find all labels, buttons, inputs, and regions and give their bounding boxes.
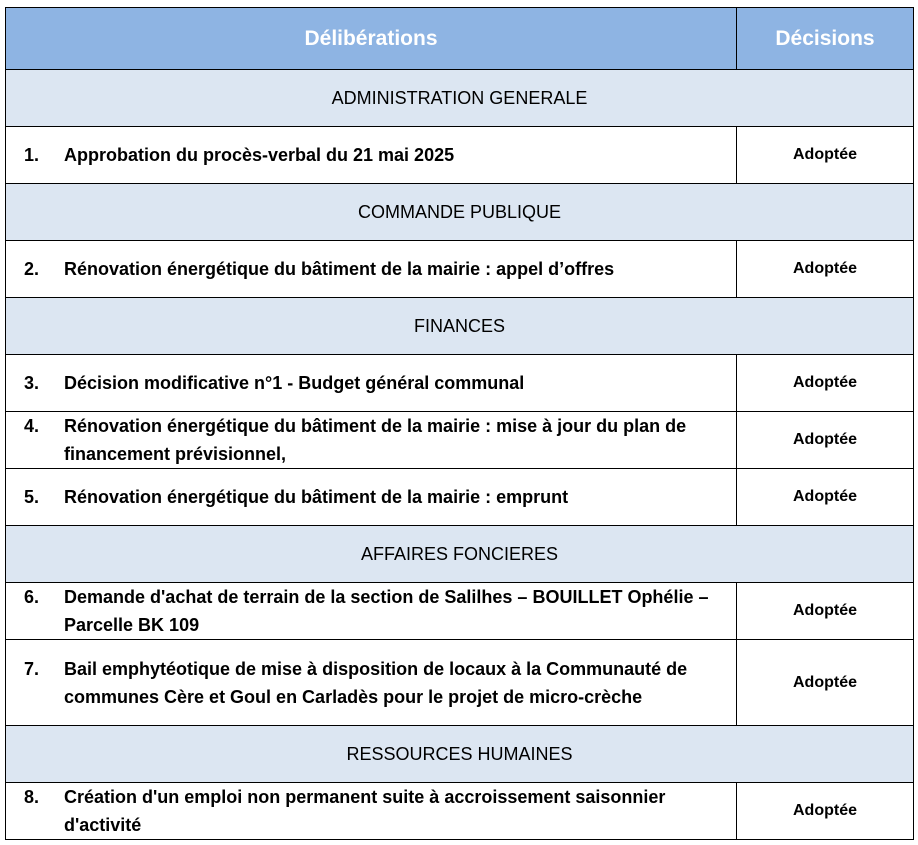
header-deliberations: Délibérations xyxy=(6,8,737,70)
table-row xyxy=(6,241,914,298)
table-row xyxy=(6,469,914,526)
deliberations-table xyxy=(5,7,914,840)
item-number: 8. xyxy=(24,787,40,807)
section-title-ressources-humaines: RESSOURCES HUMAINES xyxy=(6,726,914,783)
item-text: Rénovation énergétique du bâtiment de la mairie : mise à jour du plan de financement prévisionnel, xyxy=(64,416,687,464)
decision-cell: Adoptée xyxy=(737,127,914,184)
deliberation-cell xyxy=(6,412,737,469)
decision-cell: Adoptée xyxy=(737,241,914,298)
deliberation-cell xyxy=(6,783,737,840)
item-text: Demande d'achat de terrain de la section de Salilhes – BOUILLET Ophélie – Parcelle BK 109 xyxy=(64,587,709,635)
decision-cell: Adoptée xyxy=(737,412,914,469)
section-row xyxy=(6,298,914,355)
decision-cell: Adoptée xyxy=(737,640,914,726)
item-number: 4. xyxy=(24,416,40,436)
item-number: 2. xyxy=(24,259,40,279)
section-title-commande-publique: COMMANDE PUBLIQUE xyxy=(6,184,914,241)
section-row xyxy=(6,184,914,241)
section-row xyxy=(6,726,914,783)
item-number: 5. xyxy=(24,487,40,507)
table-row xyxy=(6,412,914,469)
item-text: Décision modificative n°1 - Budget général communal xyxy=(64,373,525,393)
decision-cell: Adoptée xyxy=(737,469,914,526)
table-row xyxy=(6,127,914,184)
table-row xyxy=(6,583,914,640)
item-number: 7. xyxy=(24,658,40,679)
item-text: Rénovation énergétique du bâtiment de la mairie : appel d’offres xyxy=(64,259,615,279)
table-row xyxy=(6,783,914,840)
section-row xyxy=(6,70,914,127)
decision-cell: Adoptée xyxy=(737,355,914,412)
item-number: 1. xyxy=(24,145,40,165)
decision-cell: Adoptée xyxy=(737,583,914,640)
deliberation-cell xyxy=(6,640,737,726)
decision-cell: Adoptée xyxy=(737,783,914,840)
section-row xyxy=(6,526,914,583)
section-title-affaires-foncieres: AFFAIRES FONCIERES xyxy=(6,526,914,583)
deliberation-cell xyxy=(6,355,737,412)
header-row xyxy=(6,8,914,70)
deliberation-cell xyxy=(6,469,737,526)
item-text: Création d'un emploi non permanent suite à accroissement saisonnier d'activité xyxy=(64,787,666,835)
deliberation-cell xyxy=(6,241,737,298)
item-text: Approbation du procès-verbal du 21 mai 2025 xyxy=(64,145,455,165)
header-decisions: Décisions xyxy=(737,8,914,70)
deliberation-cell xyxy=(6,583,737,640)
section-title-finances: FINANCES xyxy=(6,298,914,355)
table-row xyxy=(6,355,914,412)
item-text: Bail emphytéotique de mise à disposition de locaux à la Communauté de communes Cère et Goul en Carladès pour le projet de micro-crèche xyxy=(64,658,688,707)
table-row xyxy=(6,640,914,726)
item-number: 3. xyxy=(24,373,40,393)
item-number: 6. xyxy=(24,587,40,607)
deliberation-cell xyxy=(6,127,737,184)
item-text: Rénovation énergétique du bâtiment de la mairie : emprunt xyxy=(64,487,569,507)
section-title-administration: ADMINISTRATION GENERALE xyxy=(6,70,914,127)
